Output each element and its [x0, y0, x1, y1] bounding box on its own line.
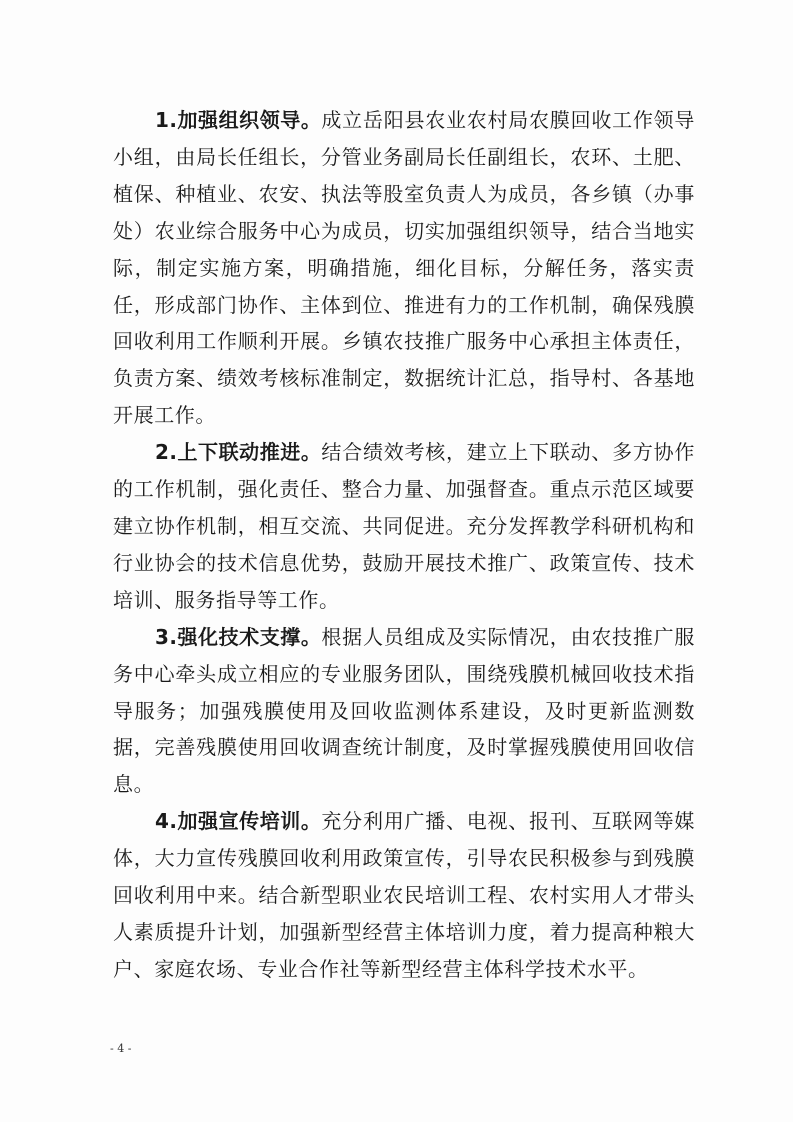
section-body-2: 结合绩效考核，建立上下联动、多方协作的工作机制，强化责任、整合力量、加强督查。重点示范区域要建立协作机制，相互交流、共同促进。充分发挥教学科研机构和行业协会的技术信息优势，鼓励开展技术推广、政策宣传、技术培训、服务指导等工作。 [113, 440, 695, 612]
section-heading-1: 1.加强组织领导。 [155, 108, 322, 132]
section-heading-4: 4.加强宣传培训。 [155, 809, 322, 834]
section-paragraph-4 [113, 803, 695, 988]
section-body-3: 根据人员组成及实际情况，由农技推广服务中心牵头成立相应的专业服务团队，围绕残膜机械回收技术指导服务；加强残膜使用及回收监测体系建设，及时更新监测数据，完善残膜使用回收调查统计制度，及时掌握残膜使用回收信息。 [113, 624, 695, 797]
section-paragraph-2 [113, 434, 695, 619]
document-body [113, 102, 695, 988]
section-body-4: 充分利用广播、电视、报刊、互联网等媒体，大力宣传残膜回收利用政策宣传，引导农民积极参与到残膜回收利用中来。结合新型职业农民培训工程、农村实用人才带头人素质提升计划，加强新型经营主体培训力度，着力提高种粮大户、家庭农场、专业合作社等新型经营主体科学技术水平。 [113, 809, 695, 981]
section-body-1: 成立岳阳县农业农村局农膜回收工作领导小组，由局长任组长，分管业务副局长任副组长，农环、土肥、植保、种植业、农安、执法等股室负责人为成员，各乡镇（办事处）农业综合服务中心为成员，切实加强组织领导，结合当地实际，制定实施方案，明确措施，细化目标，分解任务，落实责任，形成部门协作、主体到位、推进有力的工作机制，确保残膜回收利用工作顺利开展。乡镇农技推广服务中心承担主体责任，负责方案、绩效考核标准制定，数据统计汇总，指导村、各基地开展工作。 [113, 108, 695, 428]
section-paragraph-1 [113, 102, 695, 434]
section-paragraph-3 [113, 619, 695, 804]
section-heading-2: 2.上下联动推进。 [155, 440, 322, 465]
page-number: - 4 - [110, 1042, 132, 1055]
section-heading-3: 3.强化技术支撑。 [155, 624, 322, 649]
